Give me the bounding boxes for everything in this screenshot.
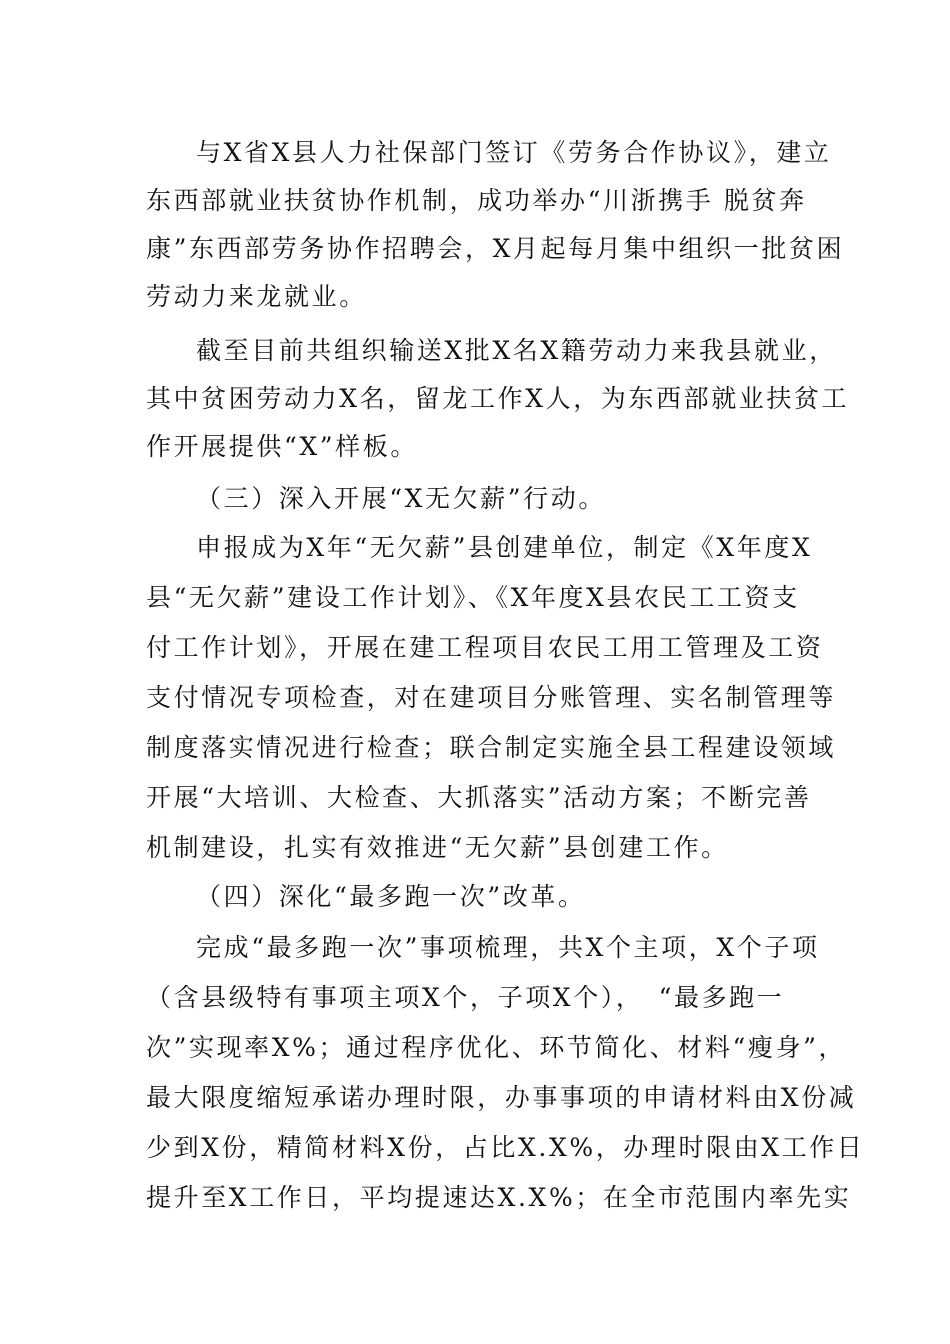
paragraph-line: 康”东西部劳务协作招聘会，X月起每月集中组织一批贫困 — [146, 234, 845, 263]
paragraph-line: 提升至X工作日，平均提速达X.X%；在全市范围内率先实 — [146, 1183, 852, 1212]
paragraph-line: 机制建设，扎实有效推进“无欠薪”县创建工作。 — [146, 833, 729, 862]
paragraph-line: 少到X份，精简材料X份，占比X.X%，办理时限由X工作日 — [146, 1133, 865, 1162]
paragraph-line: （含县级特有事项主项X个，子项X个）， “最多跑一 — [146, 983, 785, 1012]
paragraph-line: 完成“最多跑一次”事项梳理，共X个主项，X个子项 — [196, 933, 820, 962]
paragraph-line: 劳动力来龙就业。 — [146, 282, 367, 311]
paragraph-line: 东西部就业扶贫协作机制，成功举办“川浙携手 脱贫奔 — [146, 186, 807, 215]
paragraph-line: 与X省X县人力社保部门签订《劳务合作协议》，建立 — [196, 138, 832, 167]
paragraph-line: 县“无欠薪”建设工作计划》、《X年度X县农民工工资支 — [146, 583, 800, 612]
paragraph-line: 最大限度缩短承诺办理时限，办事事项的申请材料由X份减 — [146, 1083, 857, 1112]
section-heading: （四）深化“最多跑一次”改革。 — [196, 882, 586, 911]
paragraph-line: 次”实现率X%；通过程序优化、环节简化、材料“瘦身”， — [146, 1033, 847, 1062]
paragraph-line: 截至目前共组织输送X批X名X籍劳动力来我县就业， — [196, 336, 837, 365]
paragraph-line: 申报成为X年“无欠薪”县创建单位，制定《X年度X — [196, 533, 813, 562]
paragraph-line: 开展“大培训、大检查、大抓落实”活动方案；不断完善 — [146, 783, 812, 812]
paragraph-line: 付工作计划》，开展在建工程项目农民工用工管理及工资 — [146, 633, 824, 662]
paragraph-line: 制度落实情况进行检查；联合制定实施全县工程建设领域 — [146, 733, 837, 762]
paragraph-line: 其中贫困劳动力X名，留龙工作X人，为东西部就业扶贫工 — [146, 384, 850, 413]
paragraph-line: 作开展提供“X”样板。 — [146, 432, 418, 461]
section-heading: （三）深入开展“X无欠薪”行动。 — [196, 484, 606, 513]
paragraph-line: 支付情况专项检查，对在建项目分账管理、实名制管理等 — [146, 683, 837, 712]
